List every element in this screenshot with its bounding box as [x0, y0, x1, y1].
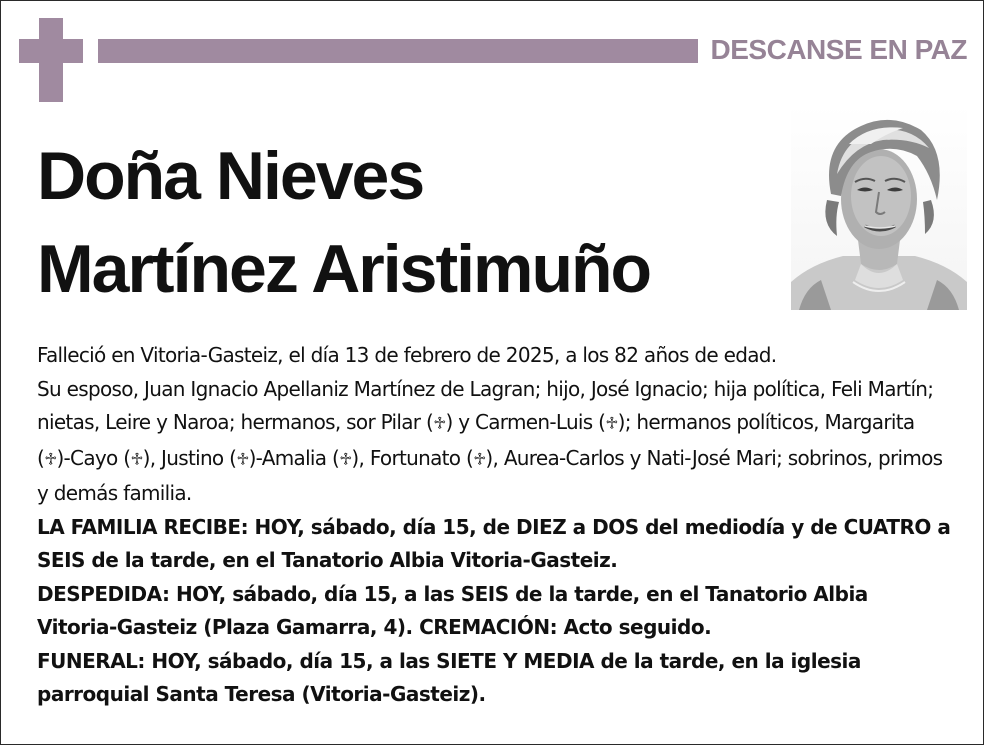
obituary-text	[37, 339, 952, 712]
header-label: DESCANSE EN PAZ	[710, 34, 967, 65]
farewell-info: DESPEDIDA: HOY, sábado, día 15, a las SEIS de la tarde, en el Tanatorio Albia Vitoria-Gasteiz (Plaza Gamarra, 4). CREMACIÓN: Acto seguido.	[37, 581, 868, 639]
funeral-info: FUNERAL: HOY, sábado, día 15, a las SIETE Y MEDIA de la tarde, en la iglesia parroquial Santa Teresa (Vitoria-Gasteiz).	[37, 648, 861, 706]
cross-icon: ♱	[433, 414, 446, 434]
family-text-7: ), Fortunato (	[351, 445, 474, 470]
deceased-name-line2: Martínez Aristimuño	[37, 231, 651, 307]
deceased-name-line1: Doña Nieves	[37, 138, 424, 214]
cross-icon: ♱	[236, 449, 249, 470]
reception-info: LA FAMILIA RECIBE: HOY, sábado, día 15, de DIEZ a DOS del mediodía y de CUATRO a SEIS de la tarde, en el Tanatorio Albia Vitoria-Gasteiz.	[37, 514, 951, 572]
portrait-photo	[791, 104, 967, 310]
family-text-1: Su esposo, Juan Ignacio Apellaniz Martínez de Lagran; hijo, José Ignacio; hija política, Feli Martín; nietas, Leire y Naroa; hermanos, sor Pilar (	[37, 376, 934, 434]
family-list	[37, 373, 952, 511]
family-text-3: ); hermanos políticos, Margarita (	[37, 410, 915, 470]
family-text-4: )-Cayo (	[56, 445, 131, 470]
family-text-8: ), Aurea-Carlos y Nati-José Mari; sobrinos, primos y demás familia.	[37, 445, 943, 505]
cross-icon: ♱	[473, 449, 486, 470]
family-text-2: ) y Carmen-Luis (	[445, 410, 606, 434]
family-text-5: ), Justino (	[142, 445, 237, 470]
header-rule	[98, 39, 698, 63]
cross-icon: ♱	[339, 449, 352, 470]
cross-icon: ♱	[130, 449, 143, 470]
cross-icon: ♱	[605, 414, 618, 434]
death-notice: Falleció en Vitoria-Gasteiz, el día 13 de febrero de 2025, a los 82 años de edad.	[37, 343, 777, 367]
cross-icon: ♱	[44, 449, 57, 470]
family-text-6: )-Amalia (	[248, 445, 340, 470]
latin-cross-icon-arm	[19, 39, 83, 63]
